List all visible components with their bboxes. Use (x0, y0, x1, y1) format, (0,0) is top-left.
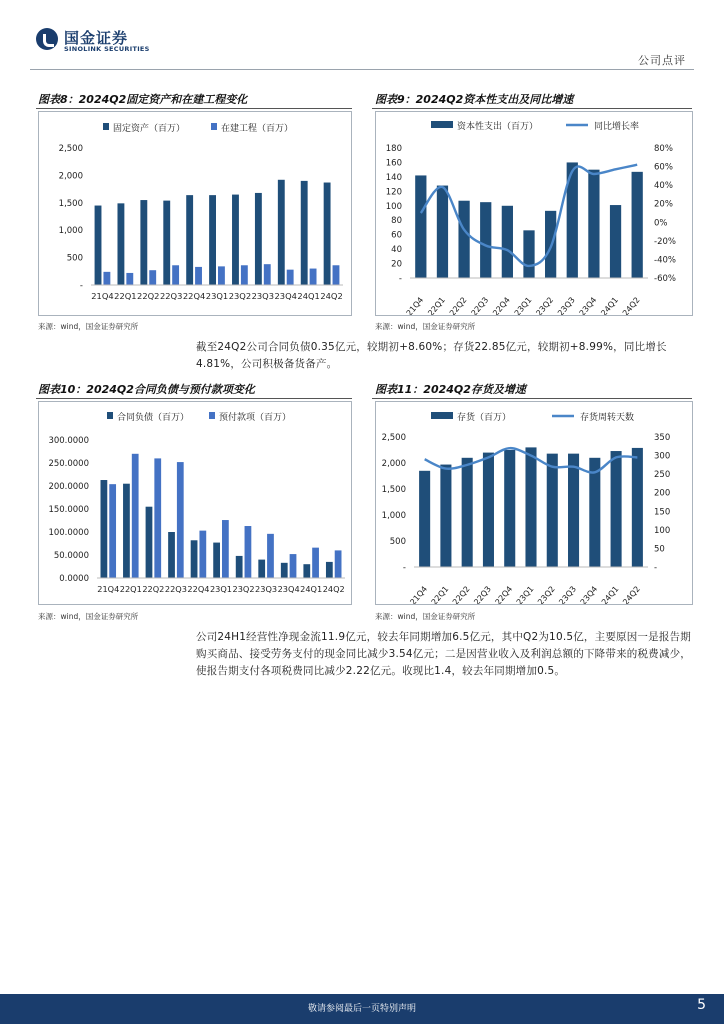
bar-23Q1-2 (218, 266, 225, 285)
bar-24Q2-1 (632, 448, 643, 567)
bar-24Q1-1 (610, 205, 621, 278)
y2-tick-label: 200 (654, 488, 671, 499)
y-tick-label: 200.0000 (48, 482, 89, 492)
bar-22Q4-1 (186, 195, 193, 285)
y-tick-label: 60 (391, 230, 402, 241)
x-tick-label: 22Q3 (472, 584, 493, 604)
y-tick-label: 140 (385, 172, 402, 183)
bar-24Q1-2 (312, 548, 319, 578)
y-tick-label: 500 (389, 537, 406, 547)
fig9-source: 来源：wind，国金证券研究所 (375, 322, 476, 331)
section-label: 公司点评 (638, 54, 686, 67)
bar-22Q2-1 (462, 458, 473, 567)
x-tick-label: 22Q4 (493, 584, 515, 604)
y-tick-label: 1,500 (381, 485, 406, 495)
x-tick-label: 22Q4 (182, 292, 206, 301)
bar-21Q4-1 (101, 480, 108, 578)
y2-tick-label: 100 (654, 525, 671, 536)
x-tick-label: 22Q3 (159, 292, 183, 301)
bar-23Q1-2 (222, 520, 229, 578)
y2-tick-label: 350 (654, 433, 671, 443)
bar-21Q4-2 (109, 484, 116, 578)
bar-22Q3-2 (177, 462, 184, 578)
legend-bar-marker (107, 412, 113, 419)
x-tick-label: 23Q2 (228, 292, 252, 301)
bar-23Q3-2 (264, 264, 271, 285)
y-tick-label: 150.0000 (48, 505, 89, 515)
bar-22Q1-2 (132, 454, 139, 578)
y2-tick-label: 150 (654, 507, 671, 518)
y-tick-label: 50.0000 (53, 551, 89, 561)
bar-22Q3-1 (168, 532, 175, 578)
bar-22Q4-1 (502, 206, 513, 278)
x-tick-label: 23Q1 (205, 292, 229, 301)
fig9-title-rule (372, 108, 692, 109)
bar-24Q1-1 (611, 451, 622, 567)
x-tick-label: 23Q2 (232, 585, 255, 594)
x-tick-label: 22Q2 (142, 585, 165, 594)
legend-label: 存货（百万） (457, 413, 512, 423)
bar-22Q1-1 (117, 203, 124, 285)
x-tick-label: 24Q2 (620, 295, 642, 315)
bar-24Q1-2 (310, 269, 317, 285)
bar-23Q2-1 (232, 195, 239, 285)
y-tick-label: 2,000 (381, 459, 406, 469)
y-tick-label: - (402, 563, 406, 573)
paragraph-contract-liabilities: 截至24Q2公司合同负债0.35亿元，较期初+8.60%；存货22.85亿元，较期初+8.99%，同比增长4.81%，公司积极备货备产。 (196, 341, 667, 370)
y-tick-label: 1,000 (381, 511, 406, 521)
bar-21Q4-1 (95, 206, 102, 285)
y2-tick-label: 50 (654, 544, 665, 555)
bar-23Q4-1 (589, 458, 600, 567)
bar-23Q4-1 (281, 563, 288, 578)
bar-21Q4-1 (419, 471, 430, 567)
fig9-title: 图表9：2024Q2资本性支出及同比增速 (375, 93, 574, 106)
y-tick-label: 2,000 (58, 171, 83, 182)
bar-24Q1-1 (303, 564, 310, 578)
x-tick-label: 23Q4 (277, 585, 300, 594)
header-divider (30, 69, 694, 70)
bar-23Q4-1 (588, 170, 599, 278)
brand-name-en: SINOLINK SECURITIES (64, 45, 150, 53)
legend-label: 资本性支出（百万） (457, 122, 539, 132)
y2-tick-label: -20% (654, 236, 676, 247)
bar-22Q1-1 (123, 484, 130, 578)
bar-23Q1-1 (209, 195, 216, 285)
y2-tick-label: 60% (654, 162, 673, 173)
y2-tick-label: 300 (654, 451, 671, 462)
y2-tick-label: 80% (654, 144, 673, 154)
x-tick-label: 24Q1 (599, 584, 621, 604)
bar-23Q3-1 (255, 193, 262, 285)
bar-22Q4-2 (195, 267, 202, 285)
x-tick-label: 21Q4 (408, 584, 430, 604)
y-tick-label: 80 (391, 216, 402, 227)
x-tick-label: 21Q4 (97, 585, 120, 594)
fig11-title-rule (372, 398, 692, 399)
bar-22Q1-1 (437, 186, 448, 278)
x-tick-label: 24Q1 (297, 292, 320, 301)
x-tick-label: 23Q4 (274, 292, 297, 301)
y2-tick-label: 20% (654, 199, 673, 210)
y2-tick-label: -40% (654, 255, 676, 266)
fig10-title: 图表10：2024Q2合同负债与预付款项变化 (38, 383, 255, 396)
bar-23Q4-1 (278, 180, 285, 285)
legend-bar-marker (103, 123, 109, 130)
y-tick-label: 500 (66, 253, 83, 264)
fig8-title-rule (36, 108, 352, 109)
fig8-title: 图表8：2024Q2固定资产和在建工程变化 (38, 93, 248, 106)
y-tick-label: 1,000 (58, 226, 83, 237)
x-tick-label: 24Q1 (599, 295, 621, 315)
legend-label: 存货周转天数 (580, 413, 635, 423)
bar-23Q1-1 (523, 230, 534, 278)
legend-label: 合同负债（百万） (117, 413, 190, 423)
fig10-source: 来源：wind，国金证券研究所 (38, 612, 139, 621)
legend-label: 固定资产（百万） (113, 124, 186, 134)
y2-tick-label: -60% (654, 274, 676, 284)
bar-23Q2-1 (236, 556, 243, 578)
fig8-source: 来源：wind，国金证券研究所 (38, 322, 139, 331)
x-tick-label: 23Q4 (577, 295, 599, 315)
x-tick-label: 22Q4 (491, 295, 512, 315)
x-tick-label: 22Q2 (450, 584, 472, 604)
legend-bar-marker (209, 412, 215, 419)
brand-name: 国金证券 (64, 29, 129, 47)
bar-23Q3-1 (568, 454, 579, 567)
bar-23Q3-2 (267, 534, 274, 578)
legend-label: 在建工程（百万） (221, 124, 294, 134)
x-tick-label: 21Q4 (404, 295, 426, 315)
x-tick-label: 23Q3 (556, 295, 577, 315)
x-tick-label: 23Q1 (209, 585, 233, 594)
legend-bar-marker (431, 412, 453, 419)
fig10-title-rule (36, 398, 352, 399)
x-tick-label: 23Q2 (536, 584, 557, 604)
bar-23Q2-2 (241, 265, 248, 285)
x-tick-label: 23Q2 (534, 295, 556, 315)
x-tick-label: 23Q1 (514, 584, 536, 604)
y-tick-label: 250.0000 (48, 459, 89, 469)
x-tick-label: 24Q2 (621, 584, 642, 604)
x-tick-label: 22Q1 (119, 585, 142, 594)
y-tick-label: - (79, 281, 83, 291)
fig8-panel (38, 111, 352, 316)
y-tick-label: 1,500 (58, 198, 83, 209)
bar-22Q4-1 (191, 540, 198, 578)
bar-23Q4-2 (290, 554, 297, 578)
bar-22Q3-1 (483, 453, 494, 567)
y-tick-label: 40 (391, 245, 402, 256)
brand-logo-icon (36, 28, 58, 50)
y-tick-label: 180 (385, 144, 402, 154)
bar-24Q1-1 (301, 181, 308, 285)
y-tick-label: 20 (391, 259, 402, 270)
y-tick-label: 2,500 (381, 433, 406, 443)
footer-disclaimer[interactable]: 敬请参阅最后一页特别声明 (307, 1004, 416, 1014)
legend-bar-marker (211, 123, 217, 130)
x-tick-label: 22Q3 (469, 295, 491, 315)
bar-22Q3-1 (163, 201, 170, 285)
bar-22Q4-1 (504, 450, 515, 567)
bar-23Q2-2 (245, 526, 252, 578)
x-tick-label: 22Q1 (426, 295, 447, 315)
bar-23Q1-1 (525, 447, 536, 567)
y-tick-label: 160 (385, 158, 402, 169)
x-tick-label: 23Q4 (578, 584, 600, 604)
y2-tick-label: 40% (654, 181, 673, 192)
fig11-source: 来源：wind，国金证券研究所 (375, 612, 476, 621)
bar-24Q2-1 (326, 562, 333, 578)
x-tick-label: 22Q2 (137, 292, 160, 301)
fig10-chart (39, 402, 351, 604)
legend-label: 预付款项（百万） (219, 413, 292, 423)
bar-22Q1-1 (440, 465, 451, 567)
bar-22Q3-1 (480, 202, 491, 278)
x-tick-label: 24Q2 (320, 292, 343, 301)
bar-21Q4-1 (415, 175, 426, 278)
x-tick-label: 23Q3 (255, 585, 278, 594)
bar-23Q1-1 (213, 543, 220, 578)
y-tick-label: 120 (385, 187, 402, 198)
y-tick-label: 0.0000 (59, 574, 89, 584)
x-tick-label: 23Q3 (557, 584, 579, 604)
fig11-panel (375, 401, 693, 605)
bar-23Q3-1 (258, 560, 265, 578)
bar-22Q1-2 (126, 273, 133, 285)
bar-24Q2-2 (335, 550, 342, 578)
y2-tick-label: 250 (654, 470, 671, 481)
paragraph-cash-flow: 公司24H1经营性净现金流11.9亿元，较去年同期增加6.5亿元，其中Q2为10.5亿，主要原因一是报告期购买商品、接受劳务支付的现金同比减少3.54亿元；二是因营业收入及利润总额的下降带来的税费减少，使报告期支付各项税费同比减少2.22亿元。收现比1.4，较去年同期增加0.5。 (196, 631, 691, 677)
x-tick-label: 22Q4 (187, 585, 210, 594)
bar-24Q2-1 (324, 183, 331, 285)
bar-24Q2-2 (333, 265, 340, 285)
bar-22Q2-2 (149, 270, 156, 285)
y-tick-label: 100 (385, 201, 402, 212)
bar-24Q2-1 (632, 172, 643, 278)
bar-22Q2-1 (140, 200, 147, 285)
fig8-chart (39, 112, 351, 315)
bar-23Q2-1 (547, 454, 558, 567)
legend-label: 同比增长率 (594, 122, 640, 132)
fig9-chart (376, 112, 692, 315)
bar-22Q2-1 (458, 201, 469, 278)
fig11-chart (376, 402, 692, 604)
x-tick-label: 24Q2 (322, 585, 345, 594)
x-tick-label: 22Q1 (114, 292, 137, 301)
y-tick-label: 100.0000 (48, 528, 89, 538)
x-tick-label: 24Q1 (300, 585, 323, 594)
y2-tick-label: - (654, 563, 658, 573)
y-tick-label: - (398, 274, 402, 284)
y2-tick-label: 0% (654, 218, 668, 229)
x-tick-label: 22Q2 (447, 295, 469, 315)
x-tick-label: 22Q3 (164, 585, 187, 594)
fig9-panel (375, 111, 693, 316)
page-number: 5 (697, 997, 706, 1013)
fig10-panel (38, 401, 352, 605)
bar-22Q2-2 (154, 458, 161, 578)
x-tick-label: 23Q3 (251, 292, 275, 301)
legend-bar-marker (431, 121, 453, 128)
bar-21Q4-2 (103, 272, 110, 285)
y-tick-label: 2,500 (58, 144, 83, 154)
bar-23Q4-2 (287, 270, 294, 285)
bar-22Q2-1 (146, 507, 153, 578)
x-tick-label: 23Q1 (512, 295, 534, 315)
y-tick-label: 300.0000 (48, 436, 89, 446)
x-tick-label: 22Q1 (429, 584, 451, 604)
bar-22Q4-2 (199, 531, 206, 578)
fig11-title: 图表11：2024Q2存货及增速 (375, 383, 526, 396)
x-tick-label: 21Q4 (91, 292, 114, 301)
bar-22Q3-2 (172, 265, 179, 285)
